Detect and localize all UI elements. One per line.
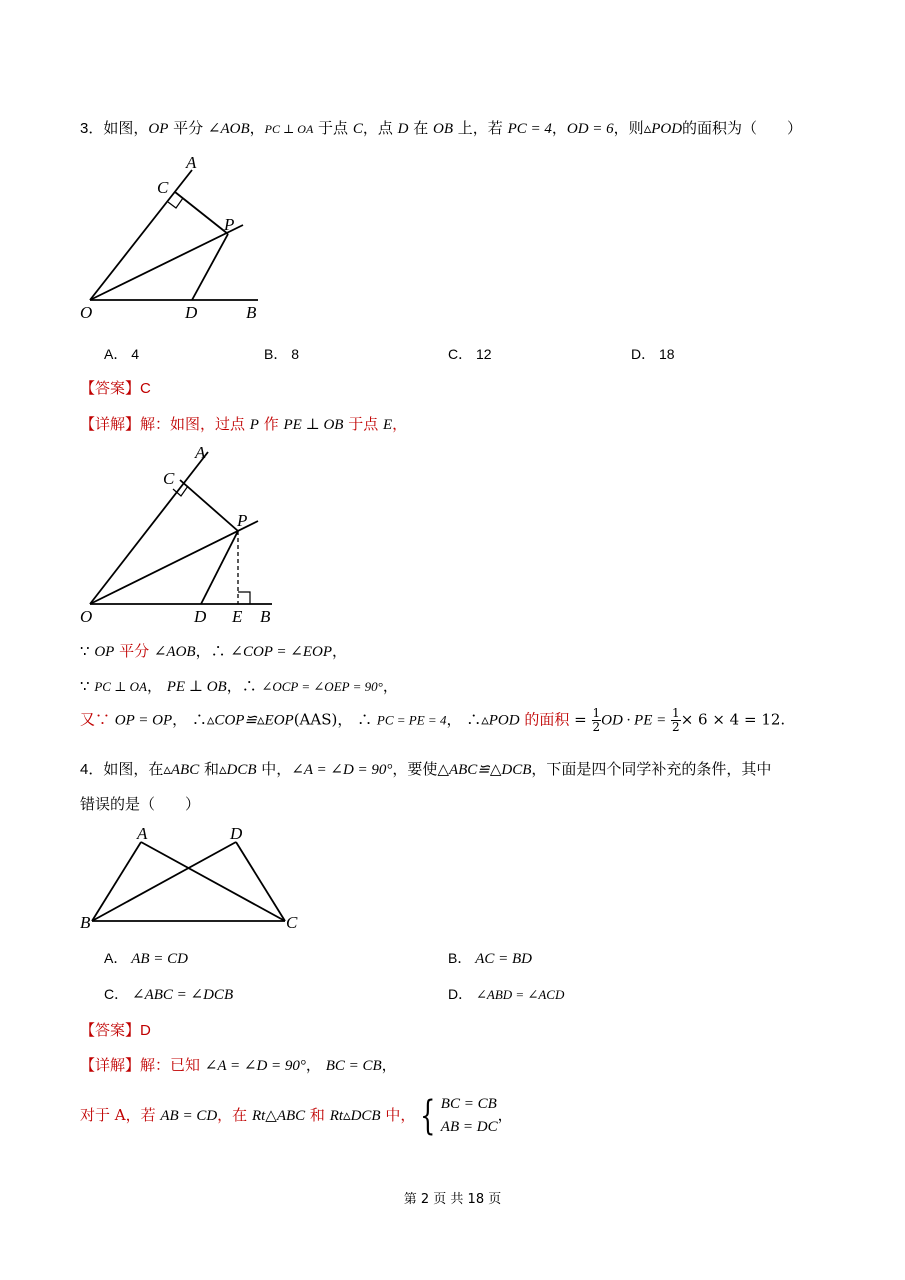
label-a: A	[137, 824, 148, 843]
q4-stem-line2: 错误的是（ ）	[80, 795, 201, 813]
q4-option-b[interactable]: B． AC = BD	[448, 950, 533, 967]
label-p: P	[224, 215, 235, 234]
label-d: D	[185, 303, 198, 322]
q3-option-d[interactable]: D． 18	[631, 346, 675, 362]
label-c: C	[163, 469, 175, 488]
q3-option-a[interactable]: A． 4	[104, 346, 140, 362]
q3-option-c[interactable]: C． 12	[448, 346, 492, 362]
label-b: B	[260, 607, 271, 626]
label-e: E	[232, 607, 243, 626]
equation-system: BC = CB AB = DC	[440, 1096, 498, 1135]
q3-step-2: ∵ PC ⊥ OA， PE ⊥ OB，∴ ∠OCP = ∠OEP = 90°，	[80, 677, 398, 695]
page-footer: 第 2 页 共 18 页	[403, 1192, 502, 1207]
label-d: D	[194, 607, 207, 626]
q3-detail-intro: 【详解】解：如图，过点 P 作 PE ⊥ OB 于点 E，	[80, 415, 408, 433]
q4-detail-case-a: 对于 A，若 AB = CD，在 Rt△ABC 和 Rt▵DCB 中， { BC = CB AB = DC ，	[80, 1093, 513, 1139]
q4-stem: 4．如图，在▵ABC 和▵DCB 中，∠A = ∠D = 90°，要使△ABC≌△DCB，下面是四个同学补充的条件，其中	[80, 760, 772, 778]
label-a: A	[186, 153, 197, 172]
q4-detail-intro: 【详解】解：已知 ∠A = ∠D = 90°， BC = CB，	[80, 1056, 397, 1074]
q3-option-b[interactable]: B． 8	[264, 346, 300, 362]
label-o: O	[80, 303, 93, 322]
q3-step-1: ∵ OP 平分 ∠AOB，∴ ∠COP = ∠EOP，	[80, 642, 348, 660]
label-b: B	[246, 303, 257, 322]
fraction-half: $\frac{1}{2}$	[592, 706, 601, 734]
q4-option-d[interactable]: D． ∠ABD = ∠ACD	[448, 986, 565, 1002]
q4-option-c[interactable]: C． ∠ABC = ∠DCB	[104, 986, 234, 1003]
segment-dc	[236, 842, 285, 921]
system-brace: {	[420, 1093, 436, 1139]
q4-answer: 【答案】D	[80, 1021, 151, 1039]
label-p: P	[237, 511, 248, 530]
label-a: A	[195, 443, 206, 462]
q3-stem: 3．如图，OP 平分 ∠AOB，PC ⊥ OA 于点 C，点 D 在 OB 上，若 PC = 4，OD = 6，则▵POD的面积为（ ）	[80, 119, 803, 137]
q4-option-a[interactable]: A． AB = CD	[104, 950, 189, 967]
label-o: O	[80, 607, 93, 626]
q3-step-3: 又∵ OP = OP， ∴▵COP≌▵EOP(AAS)， ∴ PC = PE = 4， ∴▵POD 的面积 = $\frac{1}{2}$ OD · PE = $\frac{1}{2}$ × 6 × 4 = 12.	[80, 706, 786, 734]
label-c: C	[286, 913, 298, 932]
label-d: D	[230, 824, 243, 843]
q3-answer: 【答案】C	[80, 379, 151, 397]
fraction-half: $\frac{1}{2}$	[672, 706, 680, 734]
segment-ab	[92, 842, 141, 921]
label-b: B	[80, 913, 91, 932]
label-c: C	[157, 178, 169, 197]
